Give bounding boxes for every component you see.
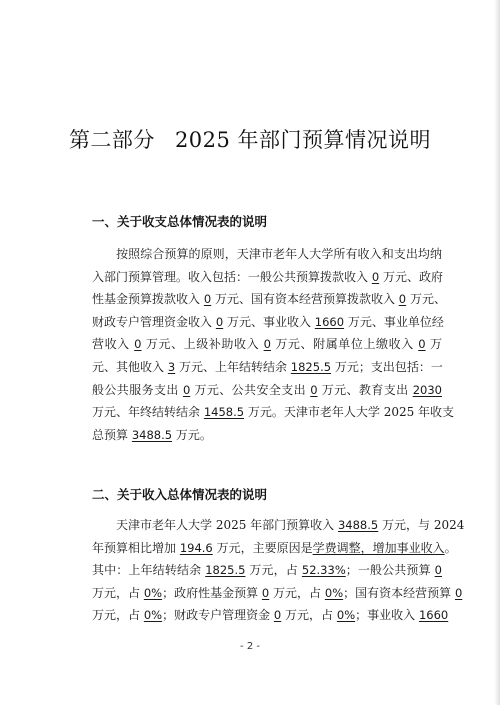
underlined-value: 52.33%	[301, 563, 346, 578]
text-run: ；事业收入	[355, 608, 419, 623]
text-line	[92, 537, 457, 560]
text-run: 按照综合预算的原则，天津市老年人大学所有收入和支出均纳	[116, 247, 442, 261]
text-run: 财政专户管理资金收入	[92, 314, 216, 329]
text-line	[92, 356, 442, 379]
text-run: 万元，占	[92, 585, 144, 600]
underlined-value: 0	[203, 292, 212, 307]
text-run: 总预算	[92, 427, 132, 442]
section-2-heading: 二、关于收入总体情况表的说明	[92, 487, 268, 502]
page-edge-shadow	[494, 0, 500, 705]
text-line	[92, 582, 463, 605]
underlined-value: 0	[182, 382, 191, 397]
underlined-value: 0%	[143, 608, 163, 623]
section-1-paragraph	[92, 243, 455, 446]
text-run: 万元、事业单位经	[344, 314, 444, 329]
text-run: 万元，占	[245, 563, 302, 578]
text-line	[92, 288, 446, 311]
text-run: 万	[425, 337, 442, 352]
underlined-value: 0%	[143, 585, 163, 600]
text-line	[92, 424, 442, 447]
text-run: 性基金预算拨款收入	[92, 292, 204, 307]
text-run: 万元、上级补助收入	[141, 337, 264, 352]
underlined-value: 0	[398, 292, 407, 307]
text-run: 万元、附属单位上缴收入	[270, 337, 419, 352]
text-run: 万元、教育支出	[317, 382, 413, 397]
text-run: 万元；支出包括：一	[331, 359, 443, 374]
underlined-value: 0	[261, 585, 270, 600]
underlined-value: 1825.5	[205, 563, 246, 578]
text-line	[92, 243, 442, 266]
underlined-value: 0	[310, 382, 318, 397]
text-line	[92, 401, 455, 424]
text-run: ；国有资本经营预算	[343, 585, 455, 600]
text-run: 般公共服务支出	[92, 382, 183, 397]
underlined-value: 2030	[412, 382, 442, 397]
text-run: 天津市老年人大学 2025 年部门预算收入	[116, 518, 338, 532]
section-2-paragraph	[92, 514, 465, 627]
text-run: 。	[444, 540, 457, 555]
underlined-value: 0%	[336, 608, 356, 623]
page-title	[0, 124, 500, 154]
text-run: ；政府性基金预算	[162, 585, 262, 600]
text-run: 万元、政府	[379, 269, 443, 284]
text-run: 元、其他收入	[92, 359, 168, 374]
text-run: 万元，与 2024	[378, 518, 465, 532]
text-line	[92, 311, 442, 334]
text-run: ；财政专户管理资金	[162, 608, 274, 623]
text-run: 万元、	[406, 292, 446, 307]
underlined-value: 3488.5	[337, 518, 379, 532]
underlined-value: 0	[434, 563, 442, 578]
text-run: ；一般公共预算	[345, 563, 435, 578]
underlined-value: 0	[215, 314, 224, 329]
underlined-value: 194.6	[179, 540, 213, 555]
text-line	[92, 379, 442, 402]
text-run: 万元。天津市老年人大学 2025 年收支	[244, 405, 455, 420]
text-run: 其中：上年结转结余	[92, 563, 206, 578]
text-run: 万元、事业收入	[223, 314, 315, 329]
underlined-value: 1660	[314, 314, 345, 329]
text-run: 入部门预算管理。收入包括：一般公共预算拨款收入	[92, 269, 372, 284]
text-run: 万元、上年结转结余	[175, 359, 291, 374]
underlined-value: 0%	[324, 585, 344, 600]
underlined-value: 3	[167, 359, 176, 374]
text-line	[92, 604, 449, 627]
underlined-value: 学费调整，增加事业收入	[312, 540, 445, 555]
underlined-value: 0	[371, 269, 380, 284]
text-run: 万元，占	[269, 585, 325, 600]
underlined-value: 0	[263, 337, 271, 352]
section-1-heading: 一、关于收支总体情况表的说明	[92, 214, 268, 229]
title-name: 2025 年部门预算情况说明	[174, 128, 432, 152]
text-line	[92, 266, 442, 289]
text-run: 万元，占	[92, 608, 144, 623]
text-run: 年预算相比增加	[92, 540, 180, 555]
underlined-value: 1825.5	[290, 359, 332, 374]
underlined-value: 3488.5	[131, 427, 173, 442]
text-run: 万元，主要原因是	[212, 540, 313, 555]
underlined-value: 1458.5	[203, 405, 245, 420]
text-run: 万元、国有资本经营预算拨款收入	[211, 292, 399, 307]
text-run: 万元，占	[281, 608, 337, 623]
underlined-value: 0	[273, 608, 282, 623]
title-part: 第二部分	[68, 128, 155, 152]
text-run: 万元、公共安全支出	[190, 382, 311, 397]
text-line	[92, 333, 442, 356]
underlined-value: 0	[418, 337, 426, 352]
text-run: 营收入	[92, 337, 135, 352]
underlined-value: 0	[134, 337, 142, 352]
text-line	[92, 514, 465, 537]
text-line	[92, 559, 442, 582]
page-number: - 2 -	[240, 641, 260, 652]
underlined-value: 0	[454, 585, 463, 600]
text-run: 万元、年终结转结余	[92, 405, 204, 420]
underlined-value: 1660	[418, 608, 449, 623]
text-run: 万元。	[172, 427, 212, 442]
